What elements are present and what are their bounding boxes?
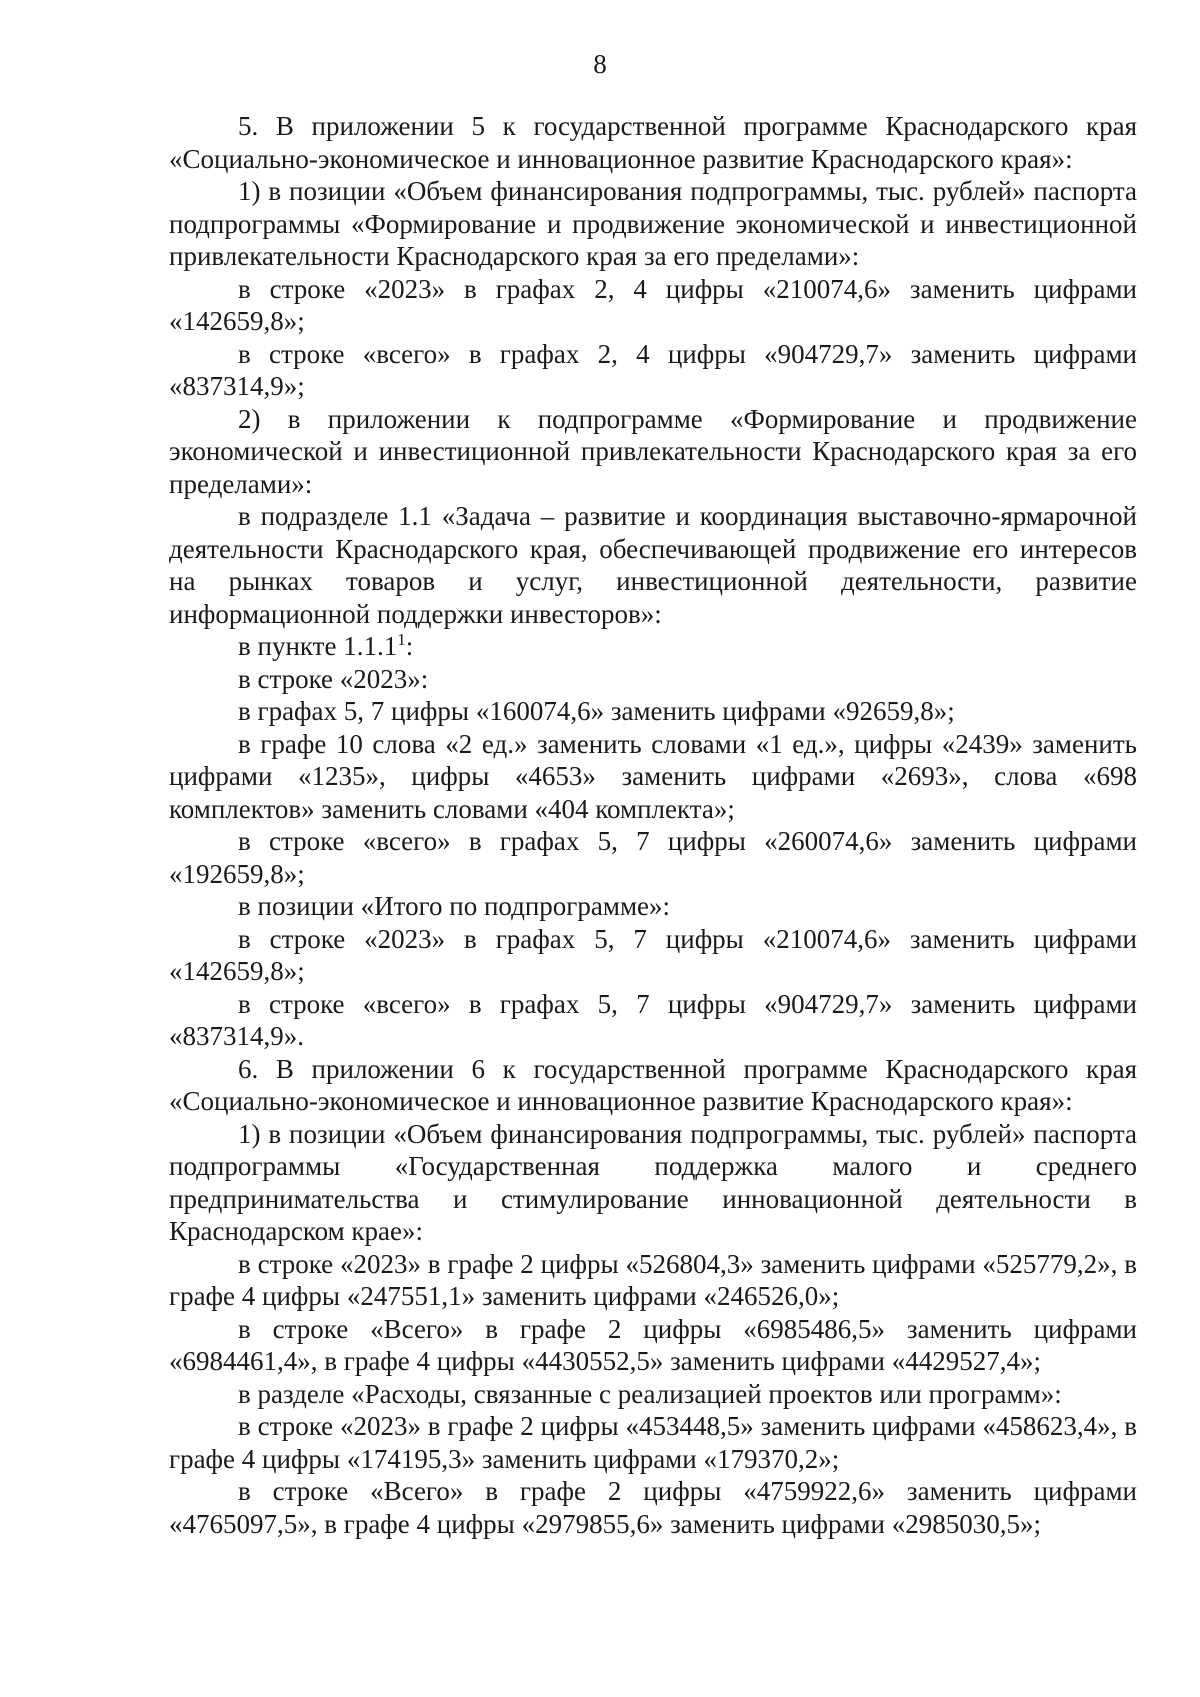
document-body (169, 110, 1137, 1540)
paragraph: в строке «Всего» в графе 2 цифры «4759922,6» заменить цифрами «4765097,5», в графе 4 цифры «2979855,6» заменить цифрами «2985030,5»; (169, 1476, 1137, 1539)
paragraph: в позиции «Итого по подпрограмме»: (238, 891, 671, 921)
paragraph: 1) в позиции «Объем финансирования подпрограммы, тыс. рублей» паспорта подпрограммы «Государственная поддержка малого и среднего предпринимательства и стимулирование инновационной деятельности в Краснодарском крае»: (169, 1118, 1137, 1246)
paragraph: в графах 5, 7 цифры «160074,6» заменить цифрами «92659,8»; (238, 696, 955, 726)
item-prefix: в пункте 1.1.1 (238, 631, 398, 661)
paragraph: в строке «всего» в графах 5, 7 цифры «904729,7» заменить цифрами «837314,9». (169, 988, 1137, 1051)
paragraph: в строке «2023» в графе 2 цифры «453448,5» заменить цифрами «458623,4», в графе 4 цифры «174195,3» заменить цифрами «179370,2»; (169, 1411, 1137, 1474)
paragraph: 5. В приложении 5 к государственной программе Краснодарского края «Социально-экономическое и инновационное развитие Краснодарского края»: (169, 111, 1137, 174)
paragraph: 1) в позиции «Объем финансирования подпрограммы, тыс. рублей» паспорта подпрограммы «Формирование и продвижение экономической и инвестиционной привлекательности Краснодарского края за его пределами»: (169, 176, 1137, 271)
paragraph: в строке «2023»: (238, 663, 429, 694)
paragraph: в строке «2023» в графе 2 цифры «526804,3» заменить цифрами «525779,2», в графе 4 цифры «247551,1» заменить цифрами «246526,0»; (169, 1248, 1137, 1311)
paragraph: в строке «2023» в графах 2, 4 цифры «210074,6» заменить цифрами «142659,8»; (169, 273, 1137, 336)
item-suffix: : (405, 631, 414, 661)
paragraph: в строке «Всего» в графе 2 цифры «6985486,5» заменить цифрами «6984461,4», в графе 4 цифры «4430552,5» заменить цифрами «4429527,4»; (169, 1313, 1137, 1376)
paragraph: в строке «2023» в графах 5, 7 цифры «210074,6» заменить цифрами «142659,8»; (169, 923, 1137, 986)
paragraph: в строке «всего» в графах 2, 4 цифры «904729,7» заменить цифрами «837314,9»; (169, 338, 1137, 401)
paragraph: в подразделе 1.1 «Задача – развитие и координация выставочно-ярмарочной деятельности Краснодарского края, обеспечивающей продвижение его интересов на рынках товаров и услуг, инвестиционной деятельности, развитие информационной поддержки инвесторов»: (169, 501, 1137, 629)
paragraph-item-reference (169, 630, 1137, 663)
item-superscript: 1 (397, 630, 406, 649)
paragraph: 2) в приложении к подпрограмме «Формирование и продвижение экономической и инвестиционной привлекательности Краснодарского края за его пределами»: (169, 403, 1137, 499)
paragraph: 6. В приложении 6 к государственной программе Краснодарского края «Социально-экономическое и инновационное развитие Краснодарского края»: (169, 1053, 1137, 1116)
paragraph: в графе 10 слова «2 ед.» заменить словами «1 ед.», цифры «2439» заменить цифрами «1235», цифры «4653» заменить цифрами «2693», слова «698 комплектов» заменить словами «404 комплекта»; (169, 728, 1137, 824)
paragraph: в строке «всего» в графах 5, 7 цифры «260074,6» заменить цифрами «192659,8»; (169, 826, 1137, 889)
paragraph: в разделе «Расходы, связанные с реализацией проектов или программ»: (238, 1378, 1062, 1409)
page-number: 8 (593, 49, 607, 79)
